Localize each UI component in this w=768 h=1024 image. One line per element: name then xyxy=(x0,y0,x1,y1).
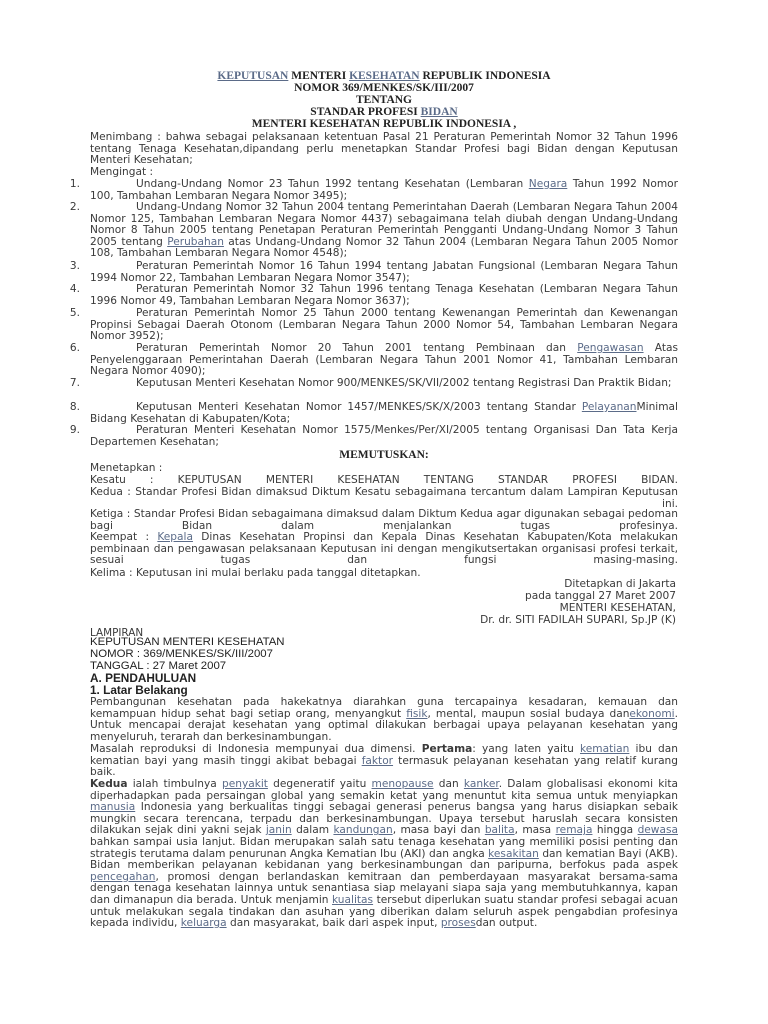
list-item xyxy=(90,284,678,307)
paragraph-text: dalam xyxy=(291,824,334,837)
list-item-text: Minimal Bidang Kesehatan di Kabupaten/Kota; xyxy=(90,401,678,425)
list-item-number: 2. xyxy=(69,201,80,213)
title-line-4 xyxy=(0,107,768,119)
inline-link[interactable]: remaja xyxy=(555,824,593,837)
menetapkan-label: Menetapkan : xyxy=(90,462,163,474)
list-item-link[interactable]: Pelayanan xyxy=(581,401,637,413)
list-item-text: Tahun 1992 Nomor 100, Tambahan Lembaran Negara Nomor 3495); xyxy=(90,178,678,202)
inline-link[interactable]: kualitas xyxy=(332,893,374,906)
inline-link[interactable]: keluarga xyxy=(180,917,227,930)
list-item-text: Peraturan Pemerintah Nomor 32 Tahun 1996 tentang Tenaga Kesehatan (Lembaran Negara Tahun 1996 Nomor 49, Tambahan Lembaran Negara Nomor 3637); xyxy=(90,283,678,307)
paragraph-text: Indonesia yang berkualitas tinggi sebagai generasi penerus bangsa yang harus disiapkan sebaik mungkin secara terencana, terpadu dan berkesinambungan. Upaya tersebut haruslah secara konsisten dilakukan sejak dini yakni sejak xyxy=(90,801,678,837)
list-item-text: Undang-Undang Nomor 23 Tahun 1992 tentang Kesehatan (Lembaran xyxy=(136,178,529,190)
inline-link[interactable]: kesakitan xyxy=(488,847,539,860)
title-tentang: TENTANG xyxy=(355,94,413,106)
list-item xyxy=(90,402,678,425)
diktum-kedua: Kedua : Standar Profesi Bidan dimaksud Diktum Kesatu sebagaimana tercantum dalam Lampiran Keputusan ini. xyxy=(90,486,678,510)
paragraph-text: degeneratif yaitu xyxy=(267,778,372,790)
list-item-text: Undang-Undang Nomor 32 Tahun 2004 tentang Pemerintahan Daerah (Lembaran Negara Tahun 2004 Nomor 125, Tambahan Lembaran Negara Nomor 4437) sebagaimana telah diubah dengan Undang-Undang Nomor 8 Tahun 2005 tentang Penetapan Peraturan Pemerintah Pengganti Undang-Undang Nomor 3 Tahun 2005 tentang xyxy=(90,201,678,248)
link-kesehatan[interactable]: KESEHATAN xyxy=(349,70,420,82)
paragraph-text: , masa xyxy=(514,824,556,837)
inline-link[interactable]: fisik xyxy=(406,707,428,720)
sign-title: MENTERI KESEHATAN, xyxy=(559,602,676,614)
inline-link[interactable]: kandungan xyxy=(333,824,393,837)
link-keputusan[interactable]: KEPUTUSAN xyxy=(217,70,289,82)
title-text: STANDAR PROFESI xyxy=(310,106,421,118)
paragraph-text: dan kematian Bayi (AKB). Bidan memberikan pelayanan kebidanan yang berkesinambungan dan paripurna, berfokus pada aspek xyxy=(90,847,679,872)
list-item xyxy=(90,425,678,448)
lampiran-line-2: NOMOR : 369/MENKES/SK/III/2007 xyxy=(90,648,273,660)
inline-link[interactable]: menopause xyxy=(371,778,434,790)
paragraph-3 xyxy=(90,779,678,930)
list-item-text: Peraturan Pemerintah Nomor 20 Tahun 2001 tentang Pembinaan dan xyxy=(136,342,578,354)
list-item-number: 7. xyxy=(69,377,80,389)
link-bidan[interactable]: BIDAN xyxy=(420,106,458,118)
section-pendahuluan: A. PENDAHULUAN xyxy=(90,671,197,685)
title-text: REPUBLIK INDONESIA xyxy=(419,70,551,82)
list-item-text: Keputusan Menteri Kesehatan Nomor 1457/MENKES/SK/X/2003 tentang Standar xyxy=(136,401,582,413)
paragraph-text: Pembangunan kesehatan pada hakekatnya diarahkan guna tercapainya kesadaran, kemauan dan kemampuan hidup sehat bagi setiap orang, menyangkut xyxy=(90,696,678,720)
paragraph-text: Masalah reproduksi di Indonesia mempunyai dua dimensi. xyxy=(90,743,422,755)
list-item xyxy=(90,343,678,378)
list-item xyxy=(90,261,678,284)
lampiran-line-3: TANGGAL : 27 Maret 2007 xyxy=(90,660,227,672)
list-item-number: 5. xyxy=(69,307,80,319)
list-item xyxy=(90,179,678,202)
paragraph-text: . Untuk mencapai derajat kesehatan yang optimal dilakukan berbagai upaya pelayanan kesehatan yang menyeluruh, terarah dan berkesinambungan. xyxy=(90,707,678,743)
sign-name: Dr. dr. SITI FADILAH SUPARI, Sp.JP (K) xyxy=(480,614,676,626)
list-item-text: Atas Penyelenggaraan Pemerintahan Daerah (Lembaran Negara Tahun 2001 Nomor 41, Tambahan Lembaran Negara Nomor 4090); xyxy=(90,342,679,378)
paragraph-text: , masa bayi dan xyxy=(392,824,485,837)
link-kepala[interactable]: Kepala xyxy=(157,531,193,543)
paragraph-text: termasuk pelayanan kesehatan yang relatif kurang baik. xyxy=(90,754,678,779)
diktum-keempat xyxy=(90,532,678,567)
diktum-text: Dinas Kesehatan Propinsi dan Kepala Dinas Kesehatan Kabupaten/Kota melakukan pembinaan dan pengawasan pelaksanaan Keputusan ini dengan mengikutsertakan organisasi profesi terkait, sesuai tugas dan fungsi masing-masing. xyxy=(90,531,678,567)
list-item xyxy=(90,308,678,343)
inline-link[interactable]: dewasa xyxy=(637,824,678,837)
inline-link[interactable]: balita xyxy=(484,824,515,837)
list-item-text: Peraturan Pemerintah Nomor 16 Tahun 1994 tentang Jabatan Fungsional (Lembaran Negara Tahun 1994 Nomor 22, Tambahan Lembaran Negara Nomor 3547); xyxy=(90,260,678,284)
list-item-number: 9. xyxy=(69,424,80,436)
bold-term: Kedua xyxy=(90,778,128,790)
sign-date: pada tanggal 27 Maret 2007 xyxy=(524,590,676,602)
title-line-1 xyxy=(0,71,768,83)
lampiran-line-1: KEPUTUSAN MENTERI KESEHATAN xyxy=(90,636,285,648)
inline-link[interactable]: pencegahan xyxy=(90,870,156,883)
list-item-link[interactable]: Perubahan xyxy=(167,235,224,248)
paragraph-text: dan xyxy=(433,778,464,790)
inline-link[interactable]: proses xyxy=(440,917,476,930)
list-item-link[interactable]: Negara xyxy=(528,178,568,190)
paragraph-text: , mental, maupun sosial budaya dan xyxy=(427,707,630,720)
diktum-kelima: Kelima : Keputusan ini mulai berlaku pada tanggal ditetapkan. xyxy=(90,567,421,579)
list-item xyxy=(90,378,678,390)
inline-link[interactable]: penyakit xyxy=(221,778,268,790)
inline-link[interactable]: manusia xyxy=(90,801,136,814)
paragraph-text: hingga xyxy=(592,824,638,837)
lampiran-label: LAMPIRAN xyxy=(90,627,144,639)
diktum-kesatu: Kesatu : KEPUTUSAN MENTERI KESEHATAN TENTANG STANDAR PROFESI BIDAN. xyxy=(90,474,678,486)
title-line-5: MENTERI KESEHATAN REPUBLIK INDONESIA , xyxy=(251,118,517,130)
paragraph-text: dan output. xyxy=(475,917,538,930)
list-item-number: 4. xyxy=(69,283,80,295)
paragraph-text: ibu dan kematian bayi yang masih tinggi akibat bebagai xyxy=(90,743,678,767)
list-item-text: Keputusan Menteri Kesehatan Nomor 900/MENKES/SK/VII/2002 tentang Registrasi Dan Praktik Bidan; xyxy=(136,377,672,389)
title-text: MENTERI xyxy=(288,70,350,82)
title-number: NOMOR 369/MENKES/SK/III/2007 xyxy=(294,82,474,94)
inline-link[interactable]: kematian xyxy=(580,743,630,755)
diktum-ketiga: Ketiga : Standar Profesi Bidan sebagaimana dimaksud dalam Diktum Kedua agar digunakan sebagai pedoman bagi Bidan dalam menjalankan tugas profesinya. xyxy=(90,508,678,532)
mengingat-label: Mengingat : xyxy=(90,166,154,178)
list-item-text: atas Undang-Undang Nomor 32 Tahun 2004 (Lembaran Negara Tahun 2005 Nomor 108, Tambahan Lembaran Negara Nomor 4548); xyxy=(90,235,678,260)
diktum-text: Keempat : xyxy=(90,531,158,543)
memutuskan-heading: MEMUTUSKAN: xyxy=(339,449,429,461)
paragraph-text: : yang laten yaitu xyxy=(472,743,580,755)
paragraph-text: . Dalam globalisasi ekonomi kita diperhadapkan pada persaingan global yang semakin ketat yang menuntut kita semua untuk menyiapkan xyxy=(90,778,678,802)
list-item-link[interactable]: Pengawasan xyxy=(577,342,644,354)
paragraph-text: , promosi dengan berlandaskan kemitraan dan pemberdayaan masyarakat bersama-sama dengan tenaga kesehatan lainnya untuk senantiasa siap melayani siapa saja yang membutuhkannya, kapan dan dimanapun dia berada. Untuk menjamin xyxy=(90,870,678,906)
paragraph-text: bahkan sampai usia lanjut. Bidan merupakan salah satu tenaga kesehatan yang memiliki posisi penting dan strategis terutama dalam penurunan Angka Kematian Ibu (AKI) dan angka xyxy=(90,835,678,860)
paragraph-text: dan masyarakat, baik dari aspek input, xyxy=(226,917,441,930)
list-item-text: Peraturan Pemerintah Nomor 25 Tahun 2000 tentang Kewenangan Pemerintah dan Kewenangan Propinsi Sebagai Daerah Otonom (Lembaran Negara Tahun 2000 Nomor 54, Tambahan Lembaran Negara Nomor 3952); xyxy=(90,307,678,343)
list-item-number: 1. xyxy=(69,178,80,190)
section-latar-belakang: 1. Latar Belakang xyxy=(90,683,188,697)
inline-link[interactable]: faktor xyxy=(361,754,394,767)
paragraph-text: tersebut diperlukan suatu standar profesi sebagai acuan untuk melakukan segala tindakan dan asuhan yang diberikan dalam seluruh aspek pengabdian profesinya kepada individu, xyxy=(90,893,678,930)
list-item xyxy=(90,202,678,260)
paragraph-1 xyxy=(90,697,678,743)
bold-term: Pertama xyxy=(421,743,473,755)
inline-link[interactable]: janin xyxy=(265,824,292,837)
inline-link[interactable]: ekonomi xyxy=(629,707,675,720)
list-item-number: 8. xyxy=(69,401,80,413)
menimbang-paragraph: Menimbang : bahwa sebagai pelaksanaan ketentuan Pasal 21 Peraturan Pemerintah Nomor 32 Tahun 1996 tentang Tenaga Kesehatan,dipandang perlu menetapkan Standar Profesi bagi Bidan dengan Keputusan Menteri Kesehatan; xyxy=(90,131,678,167)
list-item-number: 3. xyxy=(69,260,80,272)
list-item-text: Peraturan Menteri Kesehatan Nomor 1575/Menkes/Per/XI/2005 tentang Organisasi Dan Tata Kerja Departemen Kesehatan; xyxy=(90,424,678,448)
paragraph-text: ialah timbulnya xyxy=(127,778,222,790)
list-item-number: 6. xyxy=(69,342,80,354)
inline-link[interactable]: kanker xyxy=(463,778,499,790)
paragraph-2 xyxy=(90,744,678,779)
sign-place: Ditetapkan di Jakarta xyxy=(564,578,676,590)
